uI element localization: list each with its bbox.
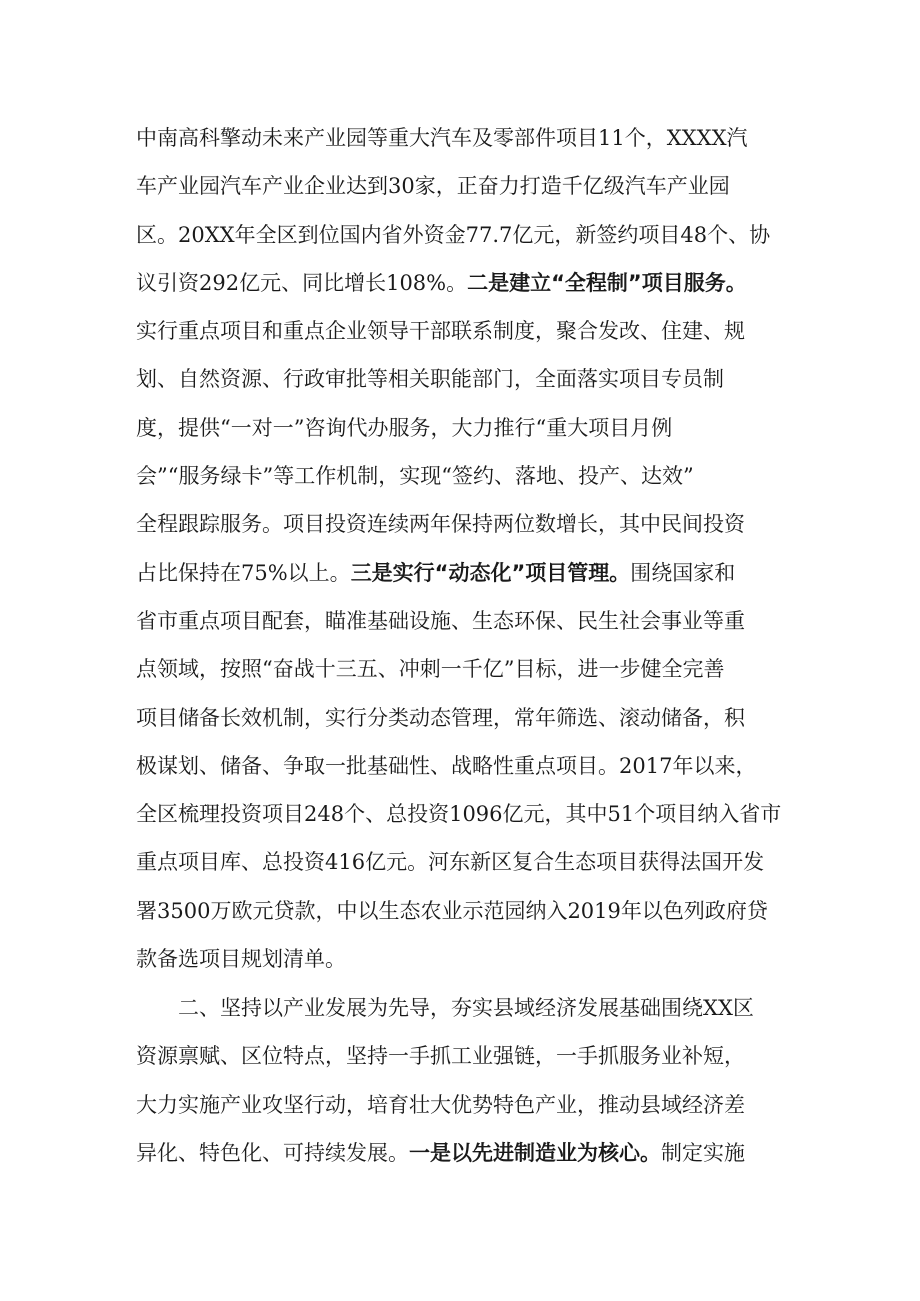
text-run: 署3500万欧元贷款，中以生态农业示范园纳入2019年以色列政府贷 bbox=[136, 898, 768, 923]
text-run: 二、坚持以产业发展为先导，夯实县域经济发展基础围绕XX区 bbox=[178, 996, 754, 1020]
text-line bbox=[136, 887, 786, 935]
text-line bbox=[136, 694, 786, 742]
text-run: 异化、特色化、可持续发展。 bbox=[136, 1140, 409, 1165]
bold-heading-run: 一是以先进制造业为核心。 bbox=[409, 1140, 661, 1165]
text-run: 省市重点项目配套，瞄准基础设施、生态环保、民生社会事业等重 bbox=[136, 608, 745, 633]
text-line bbox=[136, 1081, 786, 1129]
text-run: 款备选项目规划清单。 bbox=[136, 947, 346, 972]
text-run: 区。20XX年全区到位国内省外资金77.7亿元，新签约项目48个、协 bbox=[136, 222, 771, 247]
text-run: 划、自然资源、行政审批等相关职能部门，全面落实项目专员制 bbox=[136, 367, 724, 392]
text-run: 资源禀赋、区位特点，坚持一手抓工业强链，一手抓服务业补短， bbox=[136, 1044, 745, 1069]
text-run: 项目储备长效机制，实行分类动态管理，常年筛选、滚动储备，积 bbox=[136, 705, 745, 730]
paragraph-project-services bbox=[136, 114, 786, 983]
text-run: 全区梳理投资项目248个、总投资1096亿元，其中51个项目纳入省市 bbox=[136, 802, 782, 827]
text-line bbox=[136, 984, 786, 1032]
paragraph-industry-development bbox=[136, 984, 786, 1177]
bold-heading-run: 三是实行“动态化”项目管理。 bbox=[350, 560, 631, 585]
text-line bbox=[136, 452, 786, 500]
text-line bbox=[136, 790, 786, 838]
text-run: 大力实施产业攻坚行动，培育壮大优势特色产业，推动县域经济差 bbox=[136, 1092, 745, 1117]
text-run: 会”“服务绿卡”等工作机制，实现“签约、落地、投产、达效” bbox=[136, 464, 694, 489]
text-line bbox=[136, 500, 786, 548]
text-run: 全程跟踪服务。项目投资连续两年保持两位数增长，其中民间投资 bbox=[136, 512, 745, 537]
text-line bbox=[136, 935, 786, 983]
text-line bbox=[136, 162, 786, 210]
text-line bbox=[136, 1129, 786, 1177]
text-run: 车产业园汽车产业企业达到30家，正奋力打造千亿级汽车产业园 bbox=[136, 174, 730, 199]
text-line bbox=[136, 355, 786, 403]
text-line bbox=[136, 307, 786, 355]
text-run: 中南高科擎动未来产业园等重大汽车及零部件项目11个，XXXX汽 bbox=[136, 126, 748, 150]
text-line bbox=[136, 549, 786, 597]
text-run: 重点项目库、总投资416亿元。河东新区复合生态项目获得法国开发 bbox=[136, 850, 765, 875]
text-run: 围绕国家和 bbox=[630, 560, 736, 585]
text-run: 度，提供“一对一”咨询代办服务，大力推行“重大项目月例 bbox=[136, 415, 673, 440]
text-line bbox=[136, 838, 786, 886]
text-run: 实行重点项目和重点企业领导干部联系制度，聚合发改、住建、规 bbox=[136, 319, 745, 344]
text-run: 极谋划、储备、争取一批基础性、战略性重点项目。2017年以来， bbox=[136, 753, 757, 778]
text-run: 议引资292亿元、同比增长108%。 bbox=[136, 270, 468, 295]
text-line bbox=[136, 259, 786, 307]
text-line bbox=[136, 404, 786, 452]
text-line bbox=[136, 645, 786, 693]
text-line bbox=[136, 114, 786, 162]
bold-heading-run: 二是建立“全程制”项目服务。 bbox=[467, 270, 747, 295]
text-line bbox=[136, 742, 786, 790]
text-line bbox=[136, 211, 786, 259]
text-line bbox=[136, 597, 786, 645]
text-run: 占比保持在75%以上。 bbox=[136, 560, 351, 585]
text-run: 制定实施 bbox=[661, 1140, 745, 1165]
text-line bbox=[136, 1032, 786, 1080]
text-run: 点领域，按照“奋战十三五、冲刺一千亿”目标，进一步健全完善 bbox=[136, 657, 725, 682]
